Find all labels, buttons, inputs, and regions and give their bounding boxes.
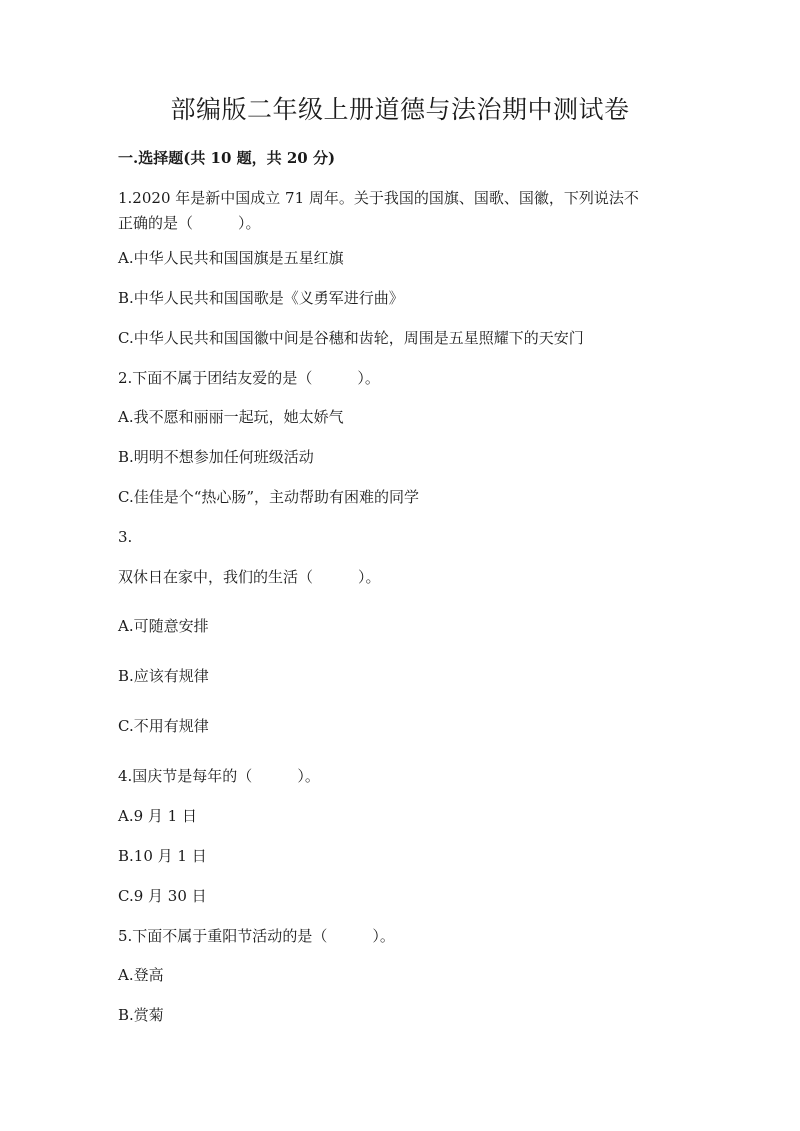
question-3-number: 3. [118,528,133,546]
question-4-option-b: B.10 月 1 日 [118,847,207,865]
question-3-option-c: C.不用有规律 [118,717,209,735]
question-2-option-a: A.我不愿和丽丽一起玩，她太娇气 [118,408,344,426]
question-1-option-a: A.中华人民共和国国旗是五星红旗 [118,249,344,267]
question-3-stem: 双休日在家中，我们的生活（ ）。 [118,568,381,586]
question-5-stem: 5.下面不属于重阳节活动的是（ ）。 [118,927,395,945]
question-1-stem-line-1: 1.2020 年是新中国成立 71 周年。关于我国的国旗、国歌、国徽，下列说法不 [118,189,639,207]
question-3-option-a: A.可随意安排 [118,617,209,635]
question-5-option-b: B.赏菊 [118,1006,164,1024]
section-heading: 一.选择题(共 10 题，共 20 分) [118,149,336,167]
question-2-option-b: B.明明不想参加任何班级活动 [118,448,314,466]
question-3-option-b: B.应该有规律 [118,667,209,685]
question-4-stem: 4.国庆节是每年的（ ）。 [118,767,320,785]
page-title: 部编版二年级上册道德与法治期中测试卷 [170,95,630,124]
question-2-stem: 2.下面不属于团结友爱的是（ ）。 [118,369,380,387]
question-5-option-a: A.登高 [118,966,164,984]
question-1-option-b: B.中华人民共和国国歌是《义勇军进行曲》 [118,289,404,307]
question-4-option-a: A.9 月 1 日 [118,807,197,825]
question-1-option-c: C.中华人民共和国国徽中间是谷穗和齿轮，周围是五星照耀下的天安门 [118,329,584,347]
question-4-option-c: C.9 月 30 日 [118,887,207,905]
question-1-stem-line-2: 正确的是（ ）。 [118,214,261,232]
question-2-option-c: C.佳佳是个“热心肠”，主动帮助有困难的同学 [118,488,420,506]
